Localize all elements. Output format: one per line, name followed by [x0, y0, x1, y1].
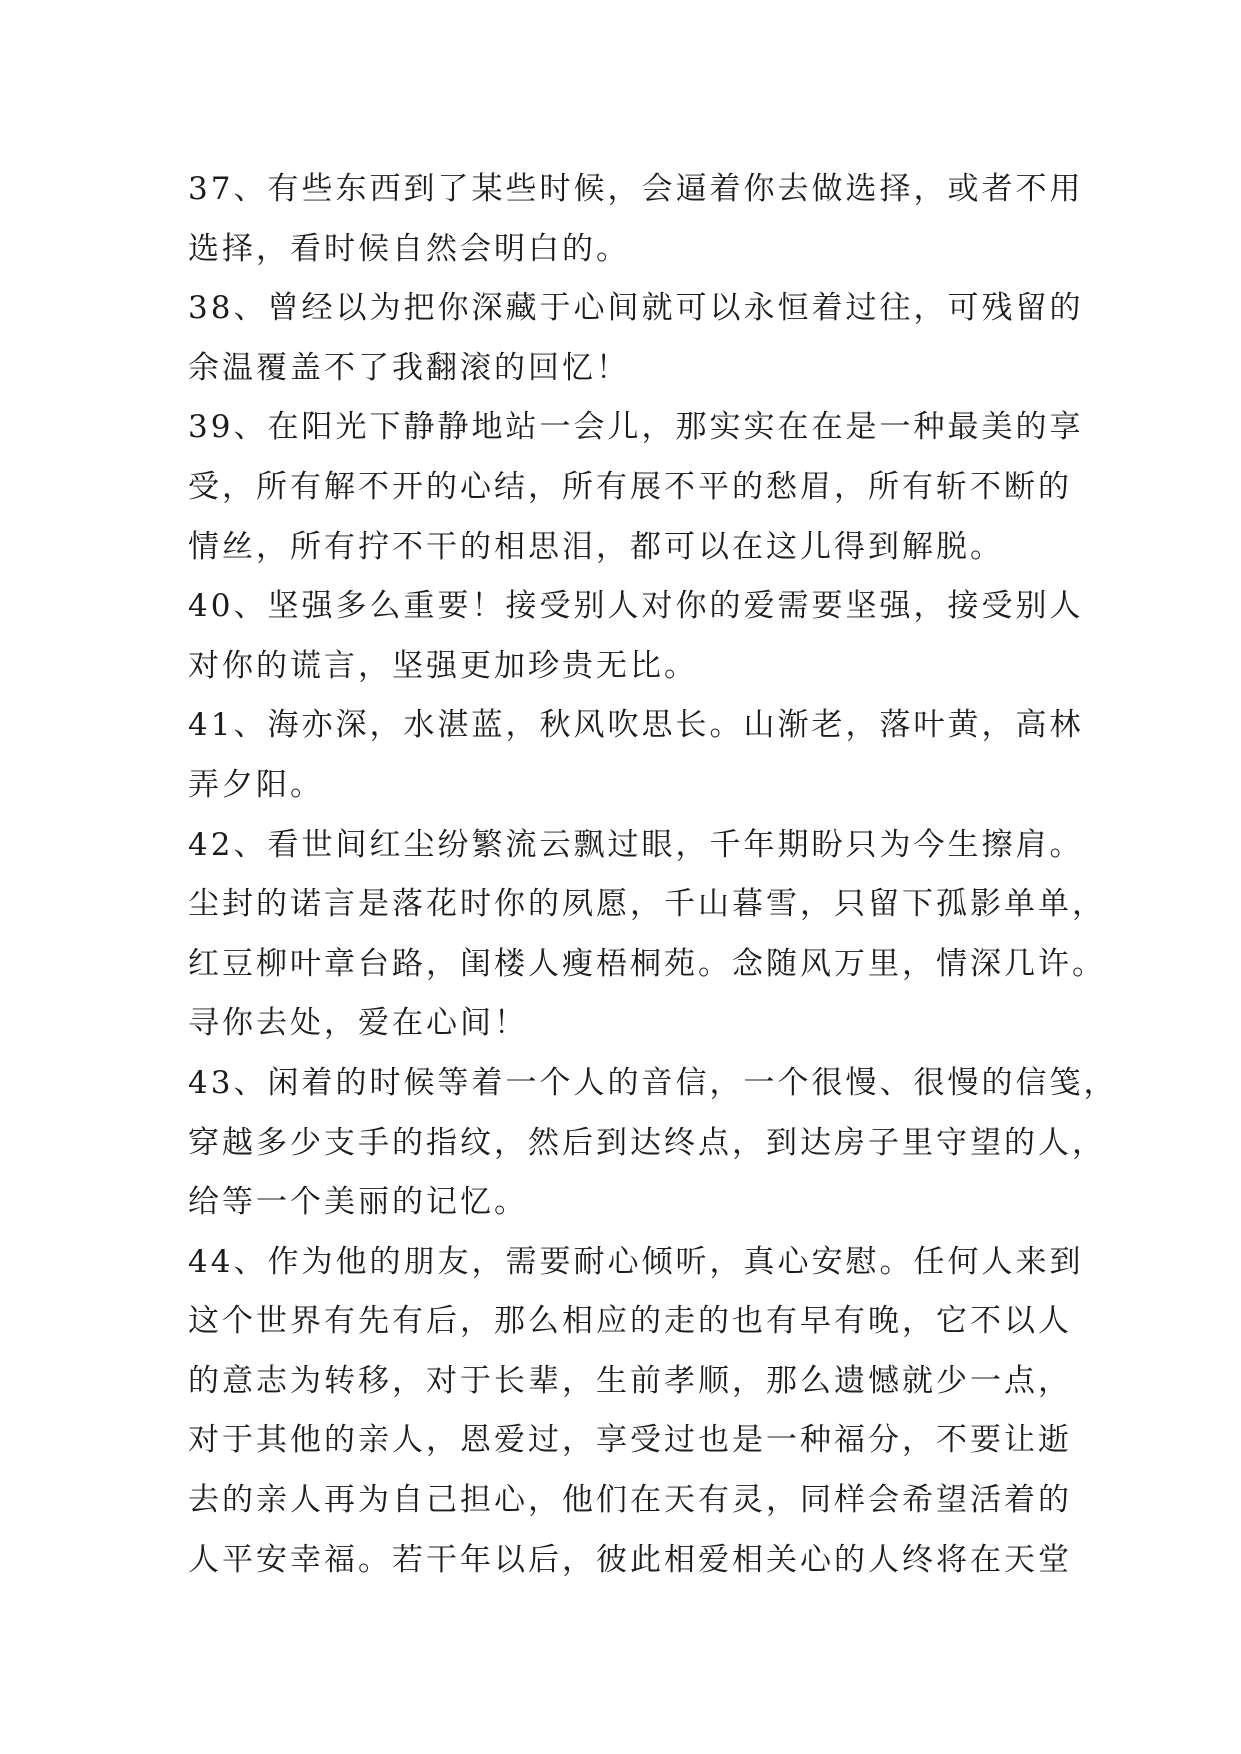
text-line: 对你的谎言，坚强更加珍贵无比。: [188, 647, 698, 684]
text-line: 受，所有解不开的心结，所有展不平的愁眉，所有斩不断的: [188, 468, 1072, 505]
text-line-item-44: 44、作为他的朋友，需要耐心倾听，真心安慰。任何人来到: [188, 1243, 1084, 1280]
text-line: 情丝，所有拧不干的相思泪，都可以在这儿得到解脱。: [188, 528, 1004, 565]
text-line: 选择，看时候自然会明白的。: [188, 230, 630, 267]
text-line: 弄夕阳。: [188, 766, 324, 803]
text-line-item-42: 42、看世间红尘纷繁流云飘过眼，千年期盼只为今生擦肩。: [188, 826, 1084, 863]
text-line-item-37: 37、有些东西到了某些时候，会逼着你去做选择，或者不用: [188, 171, 1084, 207]
document-body: [188, 160, 1118, 1590]
text-line: 尘封的诺言是落花时你的夙愿，千山暮雪，只留下孤影单单，: [188, 886, 1106, 923]
text-line: 给等一个美丽的记忆。: [188, 1184, 528, 1221]
text-line: 穿越多少支手的指纹，然后到达终点，到达房子里守望的人，: [188, 1124, 1106, 1161]
text-line: 寻你去处，爱在心间！: [188, 1005, 528, 1042]
text-line-item-43: 43、闲着的时候等着一个人的音信，一个很慢、很慢的信笺，: [188, 1064, 1118, 1101]
text-line: 的意志为转移，对于长辈，生前孝顺，那么遗憾就少一点，: [188, 1362, 1072, 1399]
text-line-item-40: 40、坚强多么重要！接受别人对你的爱需要坚强，接受别人: [188, 588, 1084, 625]
text-line: 余温覆盖不了我翻滚的回忆！: [188, 349, 630, 386]
text-line: 这个世界有先有后，那么相应的走的也有早有晚，它不以人: [188, 1303, 1072, 1340]
text-line-item-39: 39、在阳光下静静地站一会儿，那实实在在是一种最美的享: [188, 409, 1084, 446]
text-line: 对于其他的亲人，恩爱过，享受过也是一种福分，不要让逝: [188, 1422, 1072, 1459]
text-line: 红豆柳叶章台路，闺楼人瘦梧桐苑。念随风万里，情深几许。: [188, 945, 1106, 982]
text-line: 去的亲人再为自己担心，他们在天有灵，同样会希望活着的: [188, 1482, 1072, 1519]
text-line-item-38: 38、曾经以为把你深藏于心间就可以永恒着过往，可残留的: [188, 290, 1084, 327]
text-line-item-41: 41、海亦深，水湛蓝，秋风吹思长。山渐老，落叶黄，高林: [188, 707, 1084, 744]
text-line: 人平安幸福。若干年以后，彼此相爱相关心的人终将在天堂: [188, 1541, 1072, 1578]
